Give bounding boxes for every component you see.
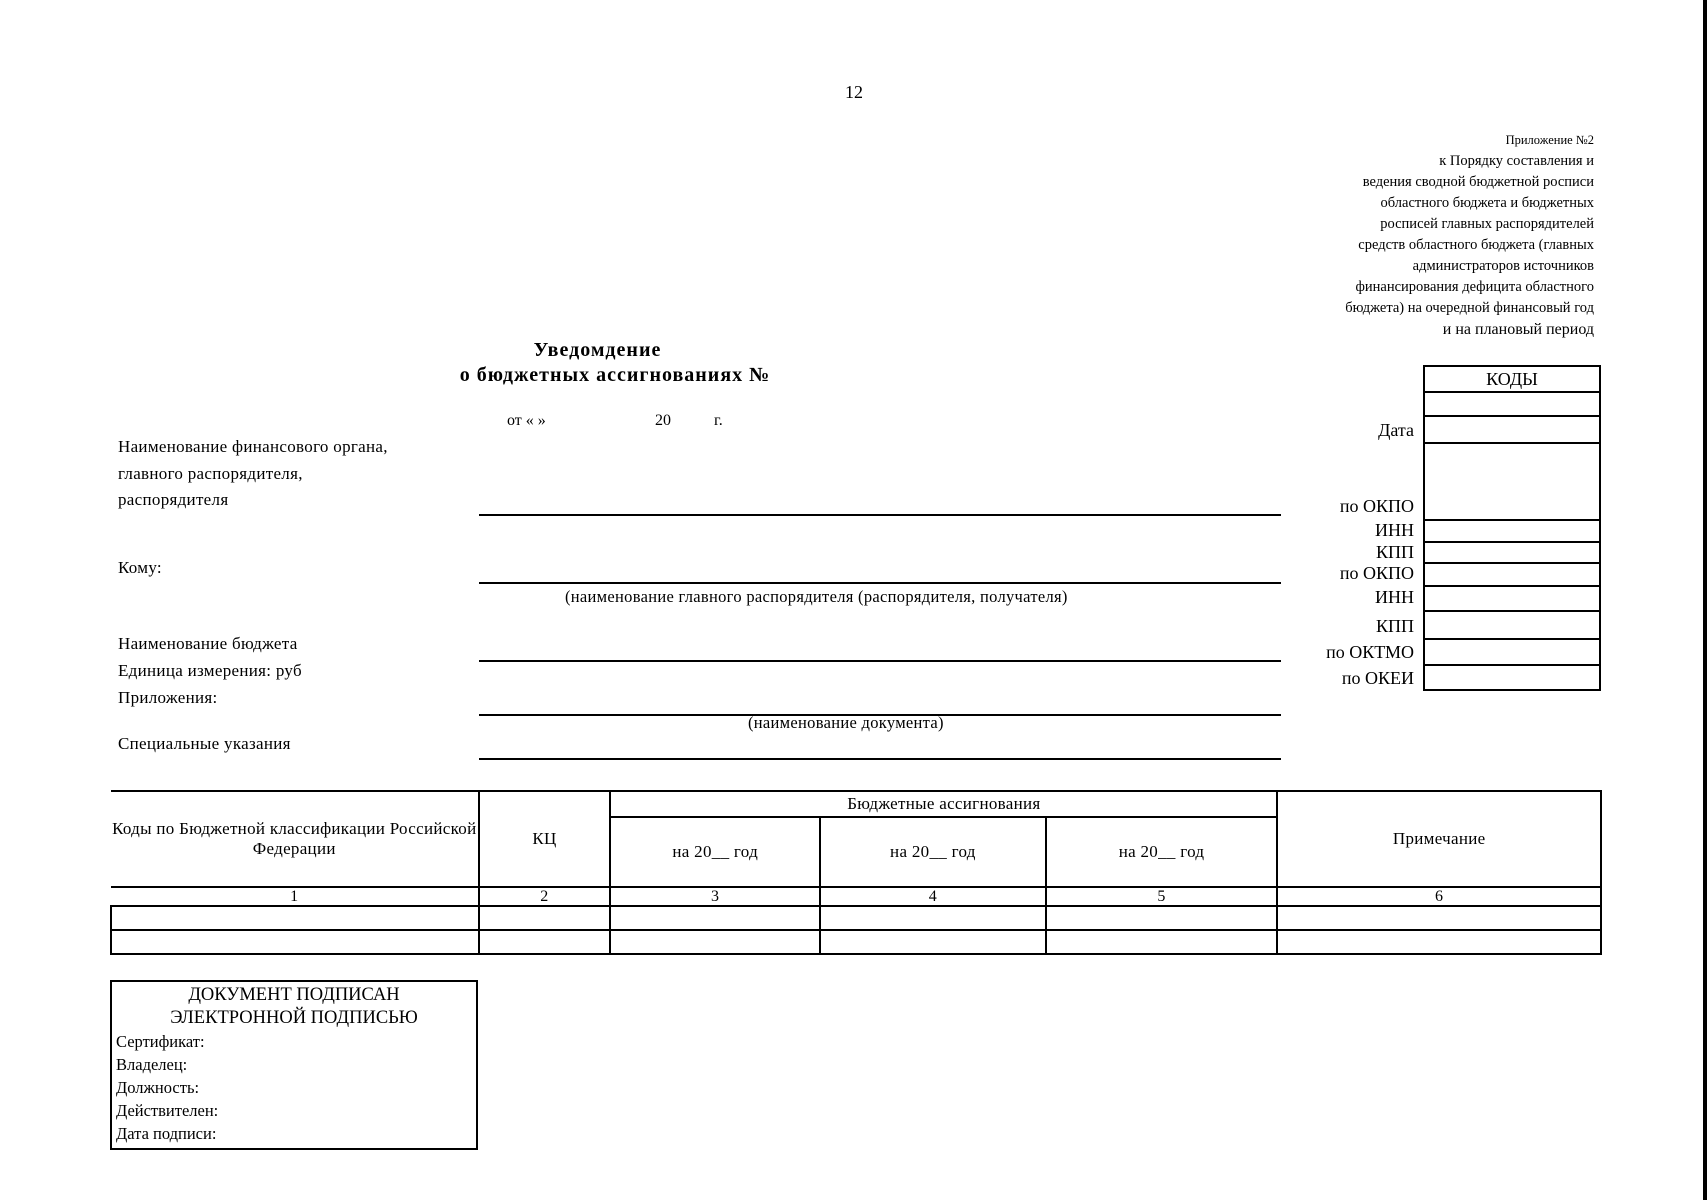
code-cell-divider [1425,610,1599,612]
date-suffix: г. [714,412,723,429]
document-subtitle: о бюджетных ассигнованиях № [459,364,771,386]
codes-header: КОДЫ [1425,367,1599,393]
table-cell[interactable] [479,906,611,930]
appendix-line: Приложение №2 [1505,133,1594,147]
header-year-2: на 20__ год [820,817,1046,887]
org-label: распорядителя [118,490,229,509]
appendix-line: и на плановый период [1442,321,1594,338]
header-note: Примечание [1277,791,1601,887]
column-number: 6 [1277,887,1601,906]
header-year-1: на 20__ год [610,817,820,887]
code-cell-divider [1425,442,1599,444]
org-label: главного распорядителя, [118,464,303,483]
column-number: 5 [1046,887,1278,906]
document-title: Уведомдение [533,339,662,361]
code-cell-divider [1425,562,1599,564]
code-label-date: Дата [1378,420,1414,440]
code-label-inn: ИНН [1375,520,1414,540]
code-label-inn: ИНН [1375,587,1414,607]
header-bk-codes-text: Коды по Бюджетной классификации Российской Федерации [112,819,477,858]
code-cell-divider [1425,664,1599,666]
appendix-line: администраторов источников [1412,258,1594,274]
budget-field-line[interactable] [479,660,1281,662]
header-bk-codes [111,791,479,887]
code-label-okpo: по ОКПО [1339,496,1414,516]
budget-table [110,790,1602,955]
table-cell[interactable] [1277,930,1601,954]
table-cell[interactable] [1046,906,1278,930]
column-number: 4 [820,887,1046,906]
appendix-line: средств областного бюджета (главных [1358,237,1594,253]
table-cell[interactable] [1046,930,1278,954]
column-number: 2 [479,887,611,906]
unit-label: Единица измерения: руб [118,661,302,680]
to-field-line[interactable] [479,582,1281,584]
org-label: Наименование финансового органа, [118,437,388,456]
signature-title: ДОКУМЕНТ ПОДПИСАН [188,985,400,1005]
signature-date: Дата подписи: [116,1124,217,1143]
code-label-oktmo: по ОКТМО [1326,642,1414,662]
appendix-line: росписей главных распорядителей [1380,216,1594,232]
attachments-label: Приложения: [118,688,218,707]
appendix-line: областного бюджета и бюджетных [1380,195,1594,211]
appendix-line: финансирования дефицита областного [1355,279,1594,295]
special-label: Специальные указания [118,734,291,753]
table-cell[interactable] [1277,906,1601,930]
doc-caption: (наименование документа) [748,713,944,732]
org-field-line[interactable] [479,514,1281,516]
column-number: 1 [111,887,479,906]
to-label: Кому: [118,558,162,577]
header-budget-allocations: Бюджетные ассигнования [610,791,1277,817]
to-caption: (наименование главного распорядителя (распорядителя, получателя) [565,587,1068,606]
appendix-line: бюджета) на очередной финансовый год [1345,300,1594,316]
signature-certificate: Сертификат: [116,1032,205,1051]
table-cell[interactable] [610,906,820,930]
date-prefix: от « » [507,412,546,429]
header-year-3: на 20__ год [1046,817,1278,887]
code-label-okpo: по ОКПО [1339,563,1414,583]
budget-label: Наименование бюджета [118,634,298,653]
signature-position: Должность: [116,1078,200,1097]
code-cell-divider [1425,585,1599,587]
appendix-line: ведения сводной бюджетной росписи [1362,174,1594,190]
table-cell[interactable] [111,930,479,954]
column-number-row [111,887,1601,906]
table-cell[interactable] [820,906,1046,930]
special-field-line[interactable] [479,758,1281,760]
code-cell-divider [1425,519,1599,521]
code-cell-divider [1425,415,1599,417]
table-cell[interactable] [111,906,479,930]
code-label-kpp: КПП [1375,616,1414,636]
e-signature-stamp [110,980,478,1150]
code-label-kpp: КПП [1375,542,1414,562]
table-cell[interactable] [479,930,611,954]
table-cell[interactable] [820,930,1046,954]
code-label-okei: по ОКЕИ [1341,668,1414,688]
column-number: 3 [610,887,820,906]
table-cell[interactable] [610,930,820,954]
code-cell-divider [1425,638,1599,640]
header-kc: КЦ [479,791,611,887]
codes-box [1423,365,1601,691]
appendix-line: к Порядку составления и [1439,153,1594,169]
table-row [111,906,1601,930]
table-row [111,930,1601,954]
page-edge-bar [1703,0,1707,1200]
signature-title: ЭЛЕКТРОННОЙ ПОДПИСЬЮ [170,1008,418,1028]
page-number: 12 [845,82,863,102]
code-cell-divider [1425,541,1599,543]
signature-owner: Владелец: [116,1055,188,1074]
date-year: 20 [655,412,671,429]
appendix-note [1254,130,1594,340]
signature-valid: Действителен: [116,1101,219,1120]
